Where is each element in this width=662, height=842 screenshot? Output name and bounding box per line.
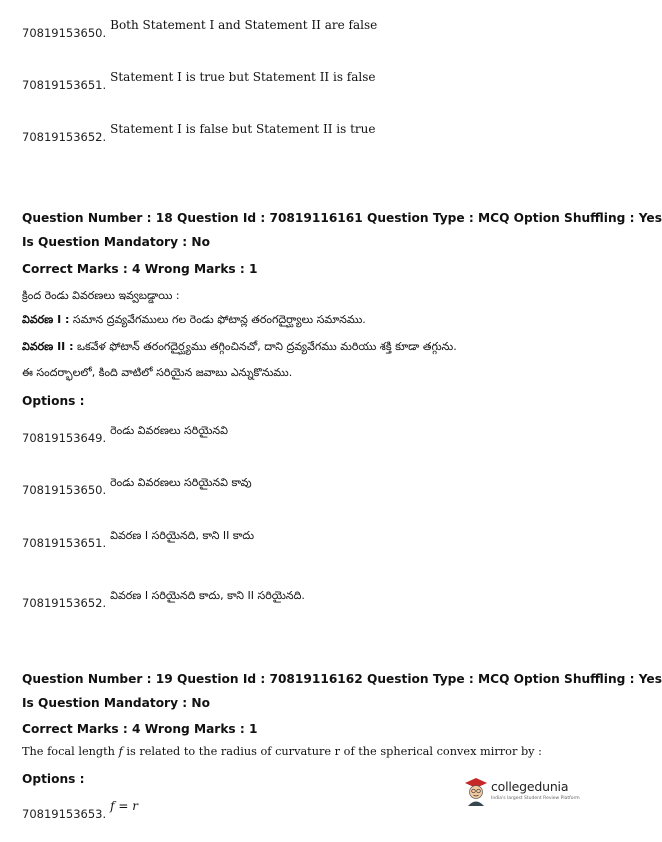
option-text: Statement I is true but Statement II is false: [110, 70, 376, 84]
options-label: Options :: [22, 394, 85, 408]
option-row: [22, 122, 376, 145]
question-instruction: ఈ సందర్భాలలో, కింది వాటిలో సరియైన జవాబు ఎన్నుకొనుము.: [22, 366, 293, 379]
statement-2-label: వివరణ II :: [22, 340, 74, 353]
question-marks: Correct Marks : 4 Wrong Marks : 1: [22, 262, 258, 276]
option-id: 70819153649.: [22, 431, 107, 445]
question-marks: Correct Marks : 4 Wrong Marks : 1: [22, 722, 258, 736]
statement-2-text: ఒకవేళ ఫోటాన్ తరంగదైర్ఘ్యము తగ్గించినచో, దాని ద్రవ్యవేగము మరియు శక్తి కూడా తగ్గును.: [77, 340, 457, 353]
option-row: [22, 799, 139, 822]
question-intro: క్రింద రెండు వివరణలు ఇవ్వబడ్డాయి :: [22, 289, 180, 302]
statement-2: [22, 340, 457, 356]
option-id: 70819153652.: [22, 130, 107, 144]
option-id: 70819153652.: [22, 596, 107, 610]
option-row: [22, 589, 305, 613]
option-text: Statement I is false but Statement II is true: [110, 122, 376, 136]
question-text: The focal length f is related to the radius of curvature r of the spherical convex mirror by :: [22, 745, 542, 758]
option-text: వివరణ I సరియైనది, కాని II కాదు: [110, 529, 255, 542]
collegedunia-logo: [463, 774, 580, 808]
option-row: [22, 476, 252, 500]
logo-name: collegedunia: [491, 779, 569, 794]
option-id: 70819153651.: [22, 78, 107, 92]
statement-1-label: వివరణ I :: [22, 313, 70, 326]
option-text: వివరణ I సరియైనది కాదు, కాని II సరియైనది.: [110, 589, 305, 602]
option-text: రెండు వివరణలు సరియైనవి కావు: [110, 476, 252, 489]
option-row: [22, 70, 376, 93]
option-text: Both Statement I and Statement II are false: [110, 18, 378, 32]
math-variable: f: [118, 745, 123, 758]
option-id: 70819153650.: [22, 26, 107, 40]
option-text: రెండు వివరణలు సరియైనవి: [110, 424, 228, 437]
question-header: Question Number : 19 Question Id : 70819116162 Question Type : MCQ Option Shuffling : Yes: [22, 672, 662, 686]
statement-1: [22, 313, 366, 329]
question-mandatory: Is Question Mandatory : No: [22, 235, 210, 249]
option-id: 70819153650.: [22, 483, 107, 497]
graduate-mascot-icon: [463, 775, 489, 807]
option-row: [22, 424, 228, 448]
option-row: [22, 18, 378, 41]
statement-1-text: సమాన ద్రవ్యవేగములు గల రెండు ఫోటాన్ల తరంగదైర్ఘ్యాలు సమానము.: [72, 313, 366, 326]
question-header: Question Number : 18 Question Id : 70819116161 Question Type : MCQ Option Shuffling : Yes: [22, 211, 662, 225]
question-mandatory: Is Question Mandatory : No: [22, 696, 210, 710]
logo-tagline: India's largest Student Review Platform: [491, 796, 580, 801]
option-row: [22, 529, 255, 553]
options-label: Options :: [22, 772, 85, 786]
option-id: 70819153653.: [22, 807, 107, 821]
option-id: 70819153651.: [22, 536, 107, 550]
option-text: f = r: [110, 799, 139, 813]
